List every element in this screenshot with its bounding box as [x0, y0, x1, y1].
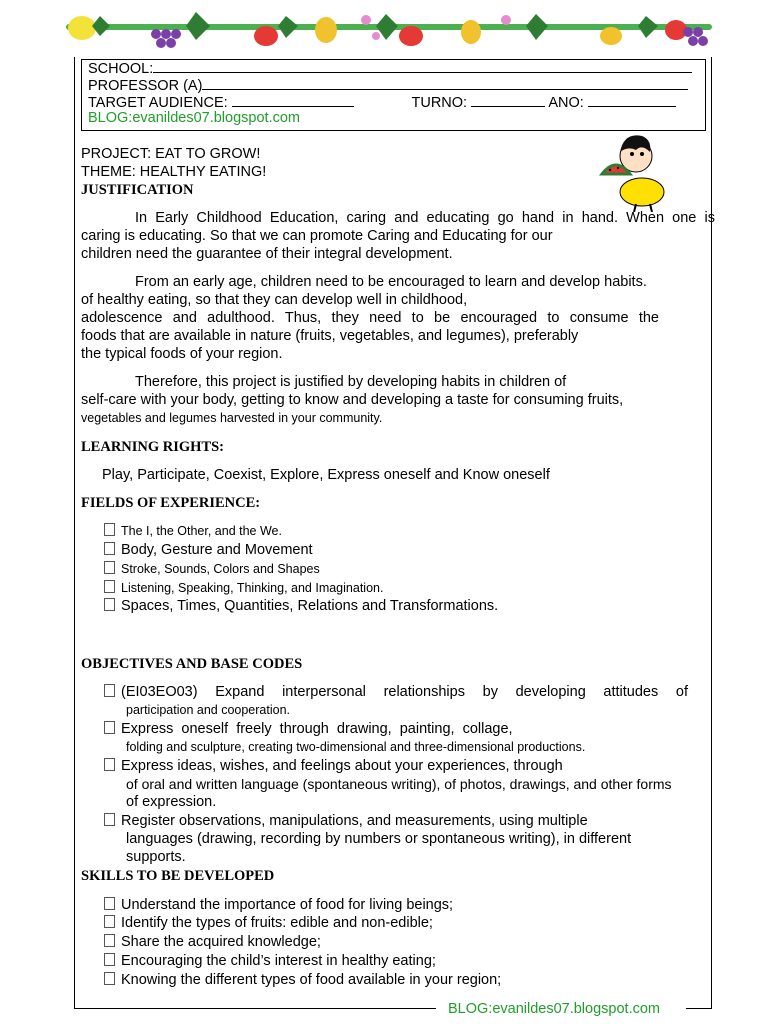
objective-item-4-line1: Register observations, manipulations, and measurements, using multiple — [104, 812, 588, 830]
checkbox-icon — [104, 953, 115, 966]
justification-p1-line1: In Early Childhood Education, caring and educating go hand in hand. When one is — [135, 210, 715, 226]
checkbox-icon — [104, 915, 115, 928]
fields-heading: FIELDS OF EXPERIENCE: — [81, 495, 261, 511]
list-item: Stroke, Sounds, Colors and Shapes — [104, 560, 320, 578]
footer-blog: BLOG:evanildes07.blogspot.com — [448, 1001, 660, 1017]
list-item: Share the acquired knowledge; — [104, 933, 321, 951]
objective-item-1-line1: (EI03EO03) Expand interpersonal relationships by developing attitudes of — [104, 683, 688, 701]
list-item: Spaces, Times, Quantities, Relations and Transformations. — [104, 597, 498, 615]
justification-p2-line3: adolescence and adulthood. Thus, they need to be encouraged to consume the — [81, 310, 659, 326]
justification-p2-line4: foods that are available in nature (fruits, vegetables, and legumes), preferably — [81, 328, 579, 344]
justification-p1-line2: caring is educating. So that we can promote Caring and Educating for our — [81, 228, 553, 244]
objective-item-3-line2: of oral and written language (spontaneous writing), of photos, drawings, and other forms — [126, 776, 672, 792]
professor-label: PROFESSOR (A) — [88, 78, 203, 94]
justification-p1-line3: children need the guarantee of their integral development. — [81, 246, 453, 262]
checkbox-icon — [104, 721, 115, 734]
checkbox-icon — [104, 758, 115, 771]
justification-p2-line1: From an early age, children need to be encouraged to learn and develop habits. — [135, 274, 647, 290]
justification-p3-line3: vegetables and legumes harvested in your community. — [81, 411, 383, 425]
school-line — [88, 60, 692, 78]
fruit-vine-banner — [66, 6, 712, 50]
checkbox-icon — [104, 934, 115, 947]
objective-item-2-line1: Express oneself freely through drawing, painting, collage, — [104, 720, 513, 738]
justification-p3-line1: Therefore, this project is justified by developing habits in children of — [135, 374, 567, 390]
checkbox-icon — [104, 684, 115, 697]
theme-title: THEME: HEALTHY EATING! — [81, 164, 267, 180]
objective-item-2-line2: folding and sculpture, creating two-dimensional and three-dimensional productions. — [126, 740, 586, 754]
frame-bottom-line — [74, 1008, 436, 1009]
list-item: Identify the types of fruits: edible and non-edible; — [104, 914, 433, 932]
objective-item-4-line3: supports. — [126, 849, 186, 865]
target-label: TARGET AUDIENCE: — [88, 95, 228, 111]
header-blog: BLOG:evanildes07.blogspot.com — [88, 110, 300, 126]
learning-rights-heading: LEARNING RIGHTS: — [81, 439, 225, 455]
objective-item-3-line3: of expression. — [126, 794, 217, 810]
learning-rights-text: Play, Participate, Coexist, Explore, Express oneself and Know oneself — [102, 467, 550, 483]
list-item: Listening, Speaking, Thinking, and Imagination. — [104, 579, 383, 597]
frame-bottom-line-end — [686, 1008, 711, 1009]
justification-p2-line2: of healthy eating, so that they can develop well in childhood, — [81, 292, 468, 308]
checkbox-icon — [104, 523, 115, 536]
checkbox-icon — [104, 598, 115, 611]
project-title: PROJECT: EAT TO GROW! — [81, 146, 261, 162]
objective-item-1-line2: participation and cooperation. — [126, 703, 291, 717]
justification-p2-line5: the typical foods of your region. — [81, 346, 283, 362]
girl-watermelon-illustration — [598, 128, 684, 212]
checkbox-icon — [104, 972, 115, 985]
skills-heading: SKILLS TO BE DEVELOPED — [81, 868, 275, 884]
checkbox-icon — [104, 897, 115, 910]
turno-label: TURNO: — [411, 95, 468, 111]
list-item: The I, the Other, and the We. — [104, 522, 282, 540]
checkbox-icon — [104, 580, 115, 593]
justification-heading: JUSTIFICATION — [81, 182, 194, 198]
justification-p3-line2: self-care with your body, getting to know and developing a taste for consuming fruits, — [81, 392, 624, 408]
checkbox-icon — [104, 542, 115, 555]
list-item: Body, Gesture and Movement — [104, 541, 313, 559]
professor-line — [88, 77, 688, 95]
school-label: SCHOOL: — [88, 61, 154, 77]
ano-label: ANO: — [548, 95, 584, 111]
list-item: Understand the importance of food for living beings; — [104, 896, 453, 914]
banner-fruits — [68, 12, 708, 48]
checkbox-icon — [104, 813, 115, 826]
objective-item-4-line2: languages (drawing, recording by numbers or spontaneous writing), in different — [126, 831, 632, 847]
checkbox-icon — [104, 561, 115, 574]
objective-item-3-line1: Express ideas, wishes, and feelings about your experiences, through — [104, 757, 563, 775]
objectives-heading: OBJECTIVES AND BASE CODES — [81, 656, 303, 672]
list-item: Knowing the different types of food available in your region; — [104, 971, 501, 989]
list-item: Encouraging the child’s interest in healthy eating; — [104, 952, 436, 970]
